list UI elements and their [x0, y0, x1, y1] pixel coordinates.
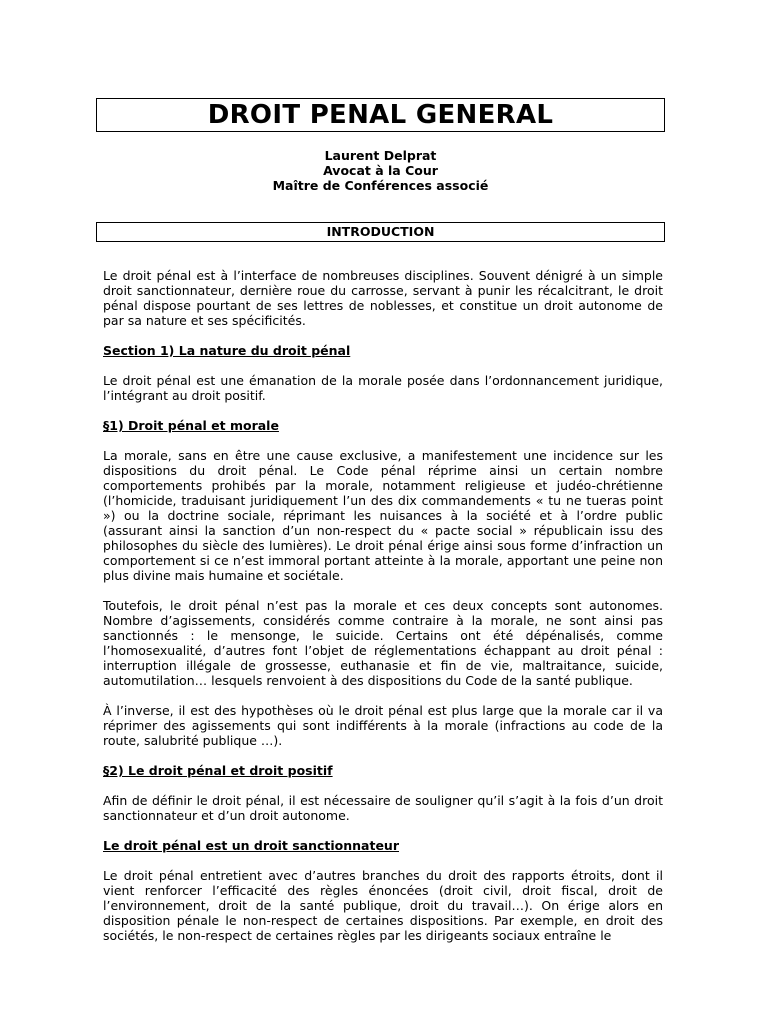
author-role: Avocat à la Cour	[323, 163, 438, 178]
section-heading: Section 1) La nature du droit pénal	[103, 343, 351, 358]
body-paragraph: Toutefois, le droit pénal n’est pas la morale et ces deux concepts sont autonomes. Nombre d’agissements, considérés comme contraire à la morale, ne sont ainsi pas sanctionnés : le mensonge, le suicide. Certains ont été dépénalisés, comme l’homosexualité, d’autres font l’objet de réglementations échappant au droit pénal : interruption illégale de grossesse, euthanasie et fin de vie, maltraitance, suicide, automutilation… lesquels renvoient à des dispositions du Code de la santé publique.	[103, 598, 663, 688]
body-paragraph: Le droit pénal entretient avec d’autres branches du droit des rapports étroits, dont il vient renforcer l’efficacité des règles énoncées (droit civil, droit fiscal, droit de l’environnement, droit de la santé publique, droit du travail…). On érige alors en disposition pénale le non-respect de certaines dispositions. Par exemple, en droit des sociétés, le non-respect de certaines règles par les dirigeants sociaux entraîne le	[103, 868, 663, 943]
document-title: DROIT PENAL GENERAL	[207, 100, 554, 130]
body-paragraph: À l’inverse, il est des hypothèses où le droit pénal est plus large que la morale car il va réprimer des agissements qui sont indifférents à la morale (infractions au code de la route, salubrité publique …).	[103, 703, 663, 748]
body-paragraph: Le droit pénal est à l’interface de nombreuses disciplines. Souvent dénigré à un simple droit sanctionnateur, dernière roue du carrosse, servant à punir les récalcitrant, le droit pénal dispose pourtant de ses lettres de noblesses, et constitue un droit autonome de par sa nature et ses spécificités.	[103, 268, 663, 328]
author-position: Maître de Conférences associé	[272, 178, 489, 193]
author-name: Laurent Delprat	[324, 148, 437, 163]
introduction-box	[96, 222, 665, 242]
body-paragraph: Le droit pénal est une émanation de la morale posée dans l’ordonnancement juridique, l’intégrant au droit positif.	[103, 373, 663, 403]
section-heading: §2) Le droit pénal et droit positif	[103, 763, 333, 778]
body-paragraph: La morale, sans en être une cause exclusive, a manifestement une incidence sur les dispositions du droit pénal. Le Code pénal réprime ainsi un certain nombre comportements prohibés par la morale, notamment religieuse et judéo-chrétienne (l’homicide, traduisant juridiquement l’un des dix commandements « tu ne tueras point ») ou la doctrine sociale, réprimant les nuisances à la société et à l’ordre public (assurant ainsi la sanction d’un non-respect du « pacte social » républicain issu des philosophes du siècle des lumières). Le droit pénal érige ainsi sous forme d’infraction un comportement si ce n’est immoral portant atteinte à la morale, apportant une peine non plus divine mais humaine et sociétale.	[103, 448, 663, 583]
author-block	[96, 148, 665, 193]
introduction-heading: INTRODUCTION	[326, 223, 435, 239]
section-heading: §1) Droit pénal et morale	[103, 418, 279, 433]
document-body	[103, 268, 663, 958]
title-box	[96, 98, 665, 132]
section-heading: Le droit pénal est un droit sanctionnateur	[103, 838, 399, 853]
body-paragraph: Afin de définir le droit pénal, il est nécessaire de souligner qu’il s’agit à la fois d’un droit sanctionnateur et d’un droit autonome.	[103, 793, 663, 823]
